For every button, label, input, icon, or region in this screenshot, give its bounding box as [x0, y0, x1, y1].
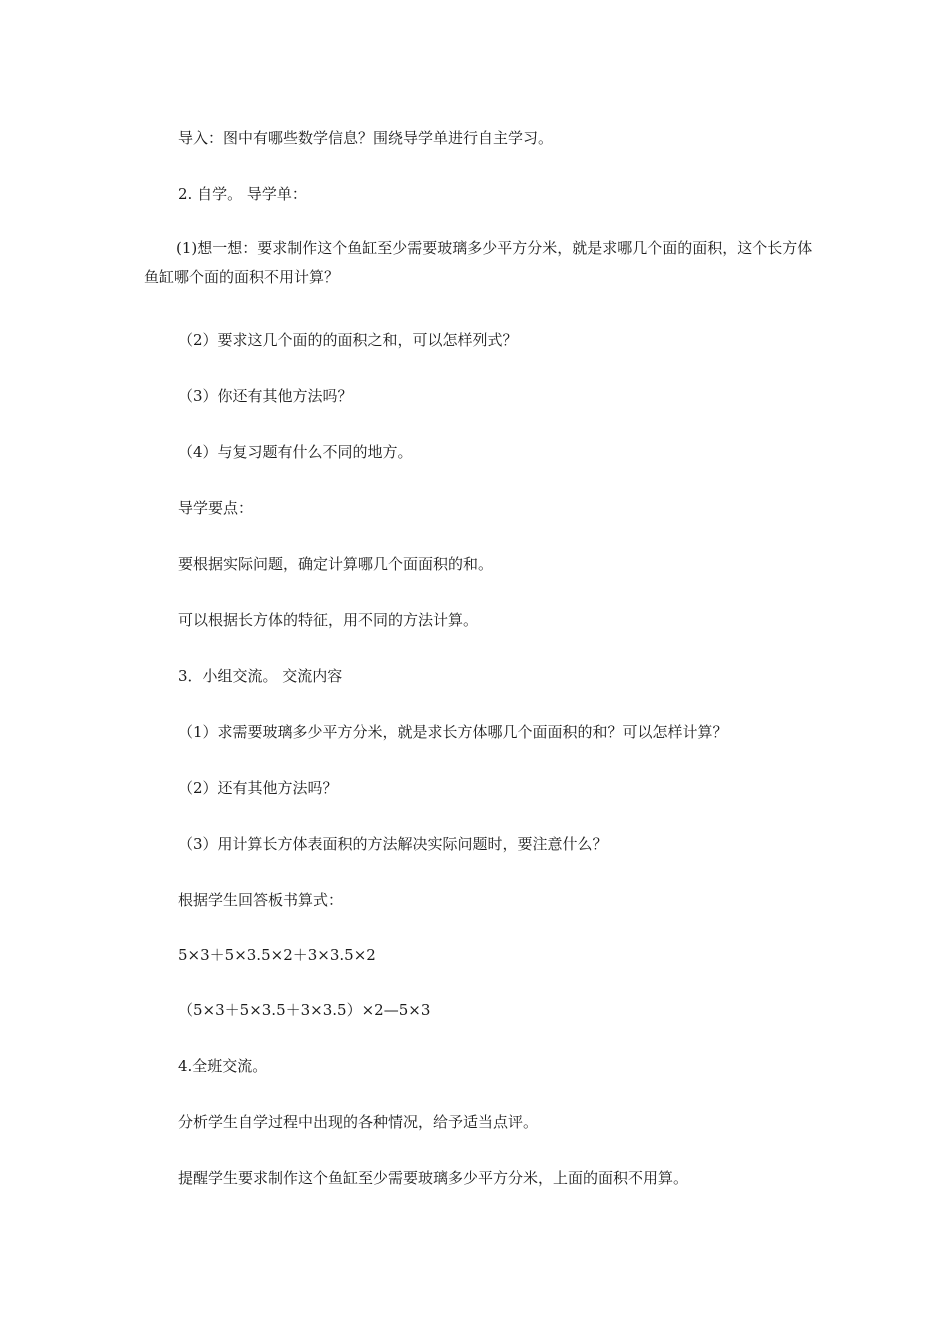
heading-key-points: 导学要点： — [178, 499, 254, 517]
key-point-1: 要根据实际问题，确定计算哪几个面面积的和。 — [178, 555, 494, 573]
heading-group-exchange: 3．小组交流。 交流内容 — [178, 667, 343, 685]
exchange-question-1: （1）求需要玻璃多少平方分米，就是求长方体哪几个面面积的和？可以怎样计算？ — [178, 723, 728, 741]
formula-1: 5×3＋5×3.5×2＋3×3.5×2 — [178, 946, 376, 964]
question-1-think: (1)想一想：要求制作这个鱼缸至少需要玻璃多少平方分米，就是求哪几个面的面积，这个长方体鱼缸哪个面的面积不用计算？ — [144, 239, 813, 286]
exchange-question-2: （2）还有其他方法吗？ — [178, 779, 338, 797]
paragraph-reminder: 提醒学生要求制作这个鱼缸至少需要玻璃多少平方分米，上面的面积不用算。 — [178, 1169, 689, 1187]
formula-2: （5×3＋5×3.5＋3×3.5）×2—5×3 — [178, 1001, 431, 1019]
board-formula-label: 根据学生回答板书算式： — [178, 891, 344, 909]
paragraph-analysis: 分析学生自学过程中出现的各种情况，给予适当点评。 — [178, 1113, 539, 1131]
heading-self-study: 2. 自学。 导学单： — [178, 185, 307, 203]
question-3: （3）你还有其他方法吗？ — [178, 387, 353, 405]
key-point-2: 可以根据长方体的特征，用不同的方法计算。 — [178, 611, 479, 629]
paragraph-intro: 导入：图中有哪些数学信息？围绕导学单进行自主学习。 — [178, 129, 554, 147]
question-2: （2）要求这几个面的的面积之和，可以怎样列式？ — [178, 331, 518, 349]
question-4: （4）与复习题有什么不同的地方。 — [178, 443, 413, 461]
heading-class-exchange: 4.全班交流。 — [178, 1057, 268, 1075]
exchange-question-3: （3）用计算长方体表面积的方法解决实际问题时，要注意什么？ — [178, 835, 608, 853]
